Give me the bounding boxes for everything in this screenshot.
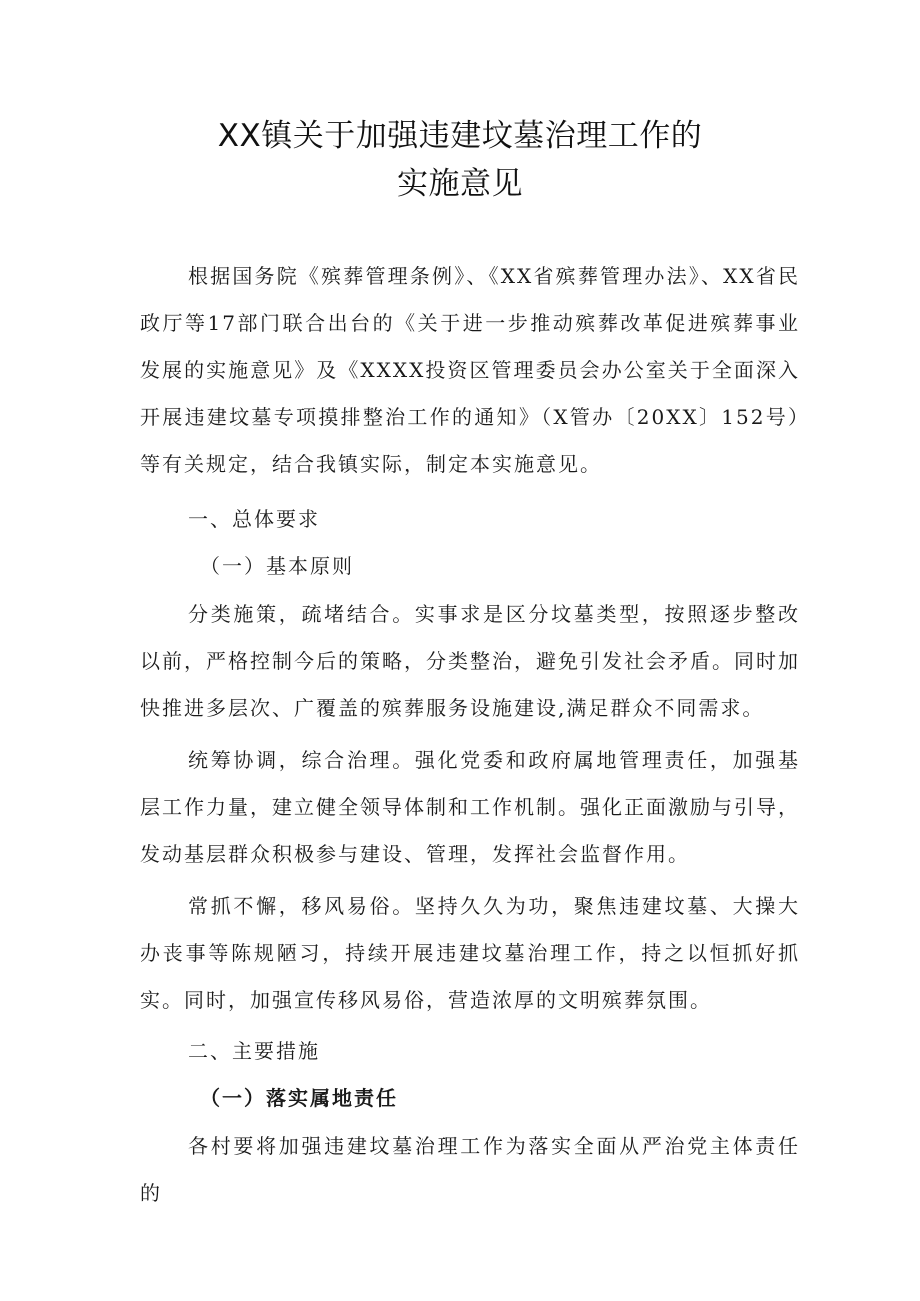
document-title-line2: 实施意见 [397,166,523,202]
principle-paragraph-2: 统筹协调，综合治理。强化党委和政府属地管理责任，加强基层工作力量，建立健全领导体制和工作机制。强化正面激励与引导，发动基层群众积极参与建设、管理，发挥社会监督作用。 [140,748,800,866]
section1-heading: 一、总体要求 [188,507,320,531]
principle-paragraph-1: 分类施策，疏堵结合。实事求是区分坟墓类型，按照逐步整改以前，严格控制今后的策略，分类整治，避免引发社会矛盾。同时加快推进多层次、广覆盖的殡葬服务设施建设,满足群众不同需求。 [140,602,800,720]
intro-paragraph: 根据国务院《殡葬管理条例》、《XX省殡葬管理办法》、XX省民政厅等17部门联合出台的《关于进一步推动殡葬改革促进殡葬事业发展的实施意见》及《XXXX投资区管理委员会办公室关于全面深入开展违建坟墓专项摸排整治工作的通知》（X管办〔20XX〕152号）等有关规定，结合我镇实际，制定本实施意见。 [140,264,800,476]
section2-subheading-responsibility: （一）落实属地责任 [200,1086,398,1110]
measure-paragraph-1: 各村要将加强违建坟墓治理工作为落实全面从严治党主体责任的 [140,1134,800,1205]
principle-paragraph-3: 常抓不懈，移风易俗。坚持久久为功，聚焦违建坟墓、大操大办丧事等陈规陋习，持续开展违建坟墓治理工作，持之以恒抓好抓实。同时，加强宣传移风易俗，营造浓厚的文明殡葬氛围。 [140,894,800,1012]
section1-subheading-principles: （一）基本原则 [200,554,354,578]
document-title-line1: XX镇关于加强违建坟墓治理工作的 [217,118,703,154]
section2-heading: 二、主要措施 [188,1039,320,1063]
